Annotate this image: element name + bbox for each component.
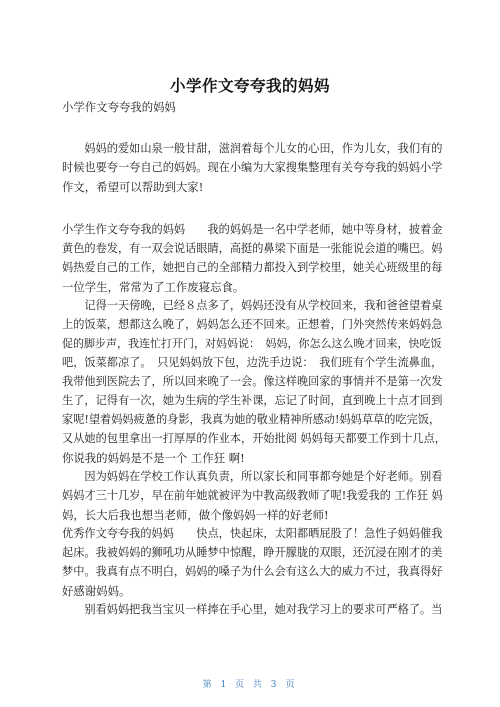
text-line: 妈，长大后我也想当老师，做个像妈妈一样的好老师! xyxy=(62,508,329,522)
text-line: 我带他到医院去了，所以回来晚了一会。像这样晚回家的事情并不是第一次发 xyxy=(62,375,443,388)
text-line: 优秀作文夸夸我的妈妈 快点，快起床，太阳都晒屁股了！急性子妈妈催我 xyxy=(62,527,443,540)
text-line: 生了，记得有一次，她为生病的学生补课，忘记了时间，直到晚上十点才回到 xyxy=(62,394,443,407)
text-line: 因为妈妈在学校工作认真负责，所以家长和同事都夸她是个好老师。别看 xyxy=(62,470,443,483)
text-line: 家呢!望着妈妈疲惫的身影，我真为她的敬业精神所感动!妈妈草草的吃完饭， xyxy=(62,413,441,426)
text-line: 妈热爱自己的工作，她把自己的全部精力都投入到学校里，她关心班级里的每 xyxy=(62,261,443,274)
text-line: 你说我的妈妈是不是一个 工作狂 啊! xyxy=(62,451,245,465)
page-footer: 第 1 页 共 3 页 xyxy=(202,680,298,690)
text-line: 吧，饭菜都凉了。 只见妈妈放下包，边洗手边说： 我们班有个学生流鼻血， xyxy=(62,356,443,369)
text-line: 作文，希望可以帮助到大家! xyxy=(62,180,204,194)
text-line: 好感谢妈妈。 xyxy=(62,584,131,598)
document-subtitle: 小学作文夸夸我的妈妈 xyxy=(62,100,176,114)
text-line: 起床。我被妈妈的狮吼功从睡梦中惊醒，睁开朦胧的双眼，还沉浸在刚才的美 xyxy=(62,546,443,559)
text-line: 黄色的卷发，有一双会说话眼睛，高挺的鼻梁下面是一张能说会道的嘴巴。妈 xyxy=(62,242,443,255)
text-line: 促的脚步声，我连忙打开门，对妈妈说： 妈妈，你怎么这么晚才回来，快吃饭 xyxy=(62,337,442,350)
text-line: 一位学生，常常为了工作废寝忘食。 xyxy=(62,280,245,294)
text-line: 记得一天傍晚，已经８点多了，妈妈还没有从学校回来，我和爸爸望着桌 xyxy=(62,299,443,312)
text-line: 又从她的包里拿出一打厚厚的作业本，开始批阅 妈妈每天都要工作到十几点， xyxy=(62,432,446,445)
text-line: 妈妈才三十几岁，早在前年她就被评为中教高级教师了呢!我爱我的 工作狂 妈 xyxy=(62,489,443,502)
text-line: 妈妈的爱如山泉一般甘甜，滋润着每个儿女的心田，作为儿女，我们有的 xyxy=(62,142,443,155)
text-line: 上的饭菜，想都这么晚了，妈妈怎么还不回来。正想着，门外突然传来妈妈急 xyxy=(62,318,443,331)
text-line: 别看妈妈把我当宝贝一样捧在手心里，她对我学习上的要求可严格了。当 xyxy=(62,603,443,616)
document-title: 小学作文夸夸我的妈妈 xyxy=(169,77,330,95)
text-line: 小学生作文夸夸我的妈妈 我的妈妈是一名中学老师，她中等身材，披着金 xyxy=(62,223,443,236)
text-line: 时候也要夸一夸自己的妈妈。现在小编为大家搜集整理有关夸夸我的妈妈小学 xyxy=(62,161,443,174)
text-line: 梦中。我真有点不明白，妈妈的嗓子为什么会有这么大的威力不过，我真得好 xyxy=(62,565,443,578)
